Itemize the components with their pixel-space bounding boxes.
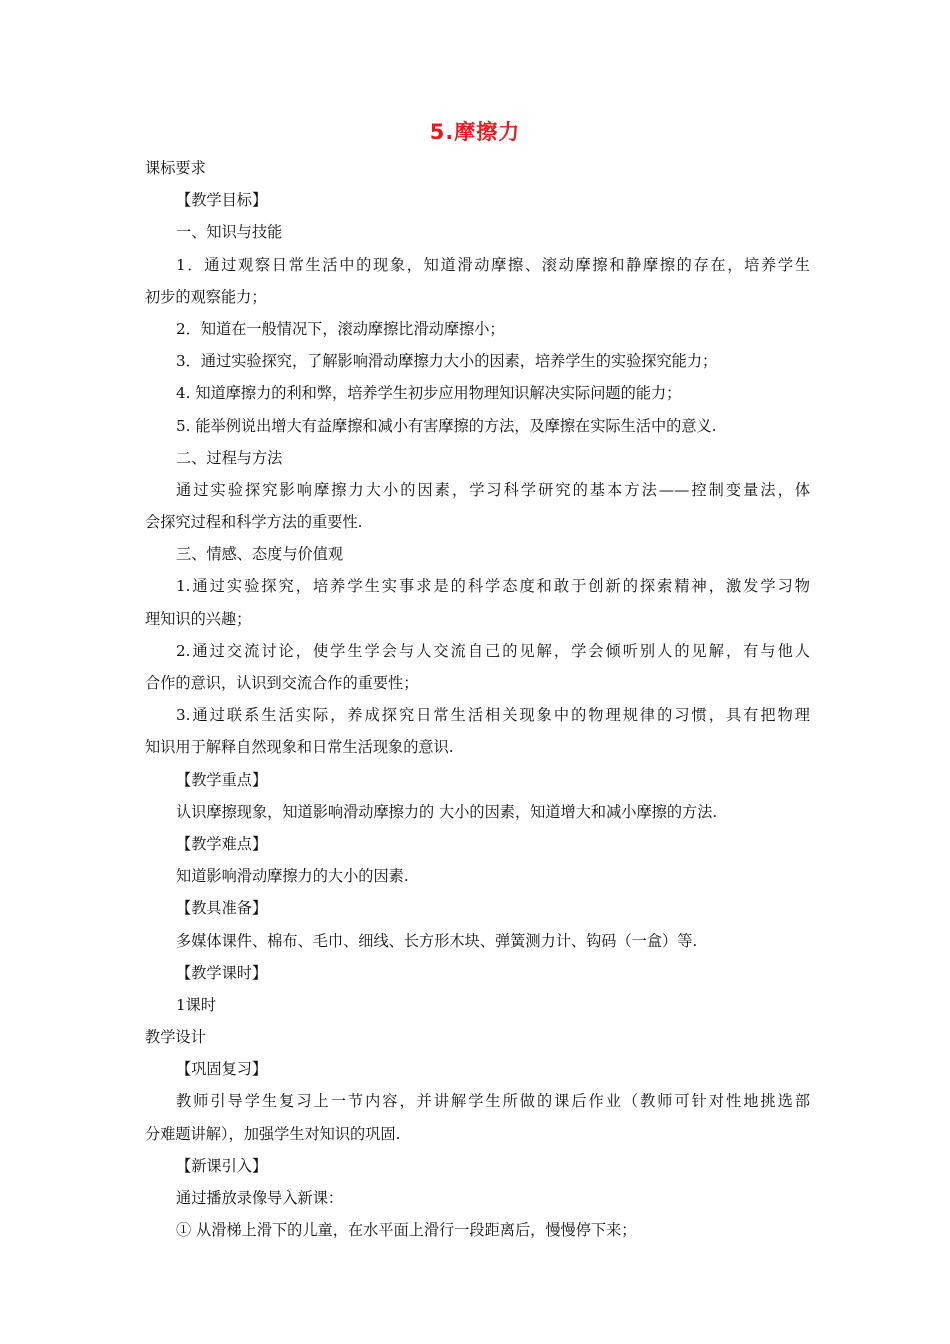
paragraph-line: 认识摩擦现象，知道影响滑动摩擦力的 大小的因素，知道增大和减小摩擦的方法.: [176, 802, 718, 821]
paragraph-line: 知道影响滑动摩擦力的大小的因素.: [176, 867, 409, 886]
subheading-attitude: 三、情感、态度与价值观: [176, 545, 344, 564]
paragraph-line: 3．通过实验探究，了解影响滑动摩擦力大小的因素，培养学生的实验探究能力；: [176, 352, 718, 371]
bracket-heading-tools: 【教具准备】: [176, 899, 268, 918]
bracket-heading-goals: 【教学目标】: [176, 191, 268, 210]
bracket-heading-review: 【巩固复习】: [176, 1060, 268, 1079]
paragraph-line: 1课时: [176, 995, 217, 1014]
paragraph-line: 教师引导学生复习上一节内容，并讲解学生所做的课后作业（教师可针对性地挑选部: [176, 1092, 810, 1111]
paragraph-line: 理知识的兴趣；: [145, 609, 252, 628]
paragraph-line: 4. 知道摩擦力的利和弊，培养学生初步应用物理知识解决实际问题的能力；: [176, 384, 682, 403]
paragraph-line: 知识用于解释自然现象和日常生活现象的意识.: [145, 738, 454, 757]
paragraph-line: 3.通过联系生活实际，养成探究日常生活相关现象中的物理规律的习惯，具有把物理: [176, 706, 810, 725]
bracket-heading-intro: 【新课引入】: [176, 1156, 268, 1175]
paragraph-line: 多媒体课件、棉布、毛巾、细线、长方形木块、弹簧测力计、钩码（一盒）等.: [176, 931, 698, 950]
paragraph-line: 2.通过交流讨论，使学生学会与人交流自己的见解，学会倾听别人的见解，有与他人: [176, 641, 810, 660]
subheading-knowledge: 一、知识与技能: [176, 223, 283, 242]
bracket-heading-difficulties: 【教学难点】: [176, 834, 268, 853]
section-heading: 教学设计: [145, 1028, 206, 1047]
paragraph-line: 分难题讲解），加强学生对知识的巩固.: [145, 1124, 401, 1143]
paragraph-line: 1．通过观察日常生活中的现象，知道滑动摩擦、滚动摩擦和静摩擦的存在，培养学生: [176, 255, 810, 274]
document-body: [145, 152, 810, 1246]
paragraph-line: 通过实验探究影响摩擦力大小的因素，学习科学研究的基本方法——控制变量法，体: [176, 480, 810, 499]
document-title: 5.摩擦力: [429, 120, 521, 144]
paragraph-line: 会探究过程和科学方法的重要性.: [145, 513, 363, 532]
paragraph-line: 5. 能举例说出增大有益摩擦和减小有害摩擦的方法，及摩擦在实际生活中的意义.: [176, 416, 717, 435]
paragraph-line: 初步的观察能力；: [145, 287, 267, 306]
paragraph-line: 2．知道在一般情况下，滚动摩擦比滑动摩擦小；: [176, 319, 505, 338]
bracket-heading-key-points: 【教学重点】: [176, 770, 268, 789]
list-item: ① 从滑梯上滑下的儿童，在水平面上滑行一段距离后，慢慢停下来；: [176, 1221, 637, 1240]
section-heading: 课标要求: [145, 159, 206, 177]
paragraph-line: 1.通过实验探究，培养学生实事求是的科学态度和敢于创新的探索精神，激发学习物: [176, 577, 810, 596]
paragraph-line: 合作的意识，认识到交流合作的重要性；: [145, 674, 419, 692]
paragraph-line: 通过播放录像导入新课：: [176, 1189, 344, 1207]
subheading-process: 二、过程与方法: [176, 448, 283, 467]
bracket-heading-hours: 【教学课时】: [176, 963, 268, 982]
